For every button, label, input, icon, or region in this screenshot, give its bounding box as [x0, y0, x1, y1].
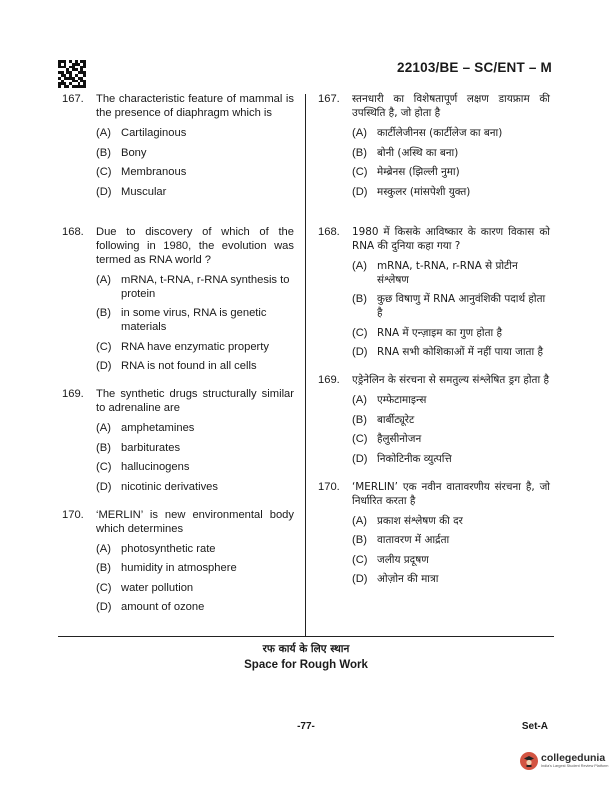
option-c — [352, 432, 550, 446]
option-text: mRNA, t-RNA, r-RNA से प्रोटीन संश्लेषण — [377, 259, 518, 286]
option-text: humidity in atmosphere — [121, 562, 237, 574]
option-c — [96, 340, 294, 354]
option-c — [352, 326, 550, 340]
option-text: ओज़ोन की मात्रा — [377, 573, 439, 585]
option-label: (D) — [96, 185, 112, 198]
option-b — [96, 306, 294, 334]
question-text: 1980 में किसके आविष्कार के कारण विकास को RNA की दुनिया कहा गया ? — [352, 225, 550, 252]
option-label: (C) — [352, 166, 368, 178]
option-label: (A) — [96, 422, 111, 434]
watermark-tagline: India's Largest Student Review Platform — [541, 764, 609, 768]
option-text: barbiturates — [121, 441, 181, 454]
option-label: (D) — [352, 185, 368, 198]
option-text: RNA सभी कोशिकाओं में नहीं पाया जाता है — [377, 346, 543, 358]
question-number: 168. — [318, 225, 340, 238]
option-c — [96, 581, 294, 595]
option-a — [352, 126, 550, 140]
question-167 — [318, 92, 550, 199]
question-number: 170. — [318, 480, 340, 493]
option-label: (C) — [352, 553, 368, 566]
option-text: Bony — [121, 146, 147, 159]
option-text: मस्कुलर (मांसपेशी युक्त) — [377, 185, 471, 198]
option-b — [96, 146, 294, 160]
option-text: Membranous — [121, 166, 187, 178]
option-c — [352, 165, 550, 179]
rough-work-heading-hindi: रफ कार्य के लिए स्थान — [262, 643, 350, 655]
option-text: एम्फेटामाइन्स — [377, 394, 427, 406]
option-text: amphetamines — [121, 422, 195, 434]
rough-work-divider — [58, 636, 554, 637]
option-text: बोनी (अस्थि का बना) — [377, 146, 459, 159]
english-column — [62, 92, 294, 620]
option-b — [352, 413, 550, 427]
option-label: (C) — [96, 340, 112, 353]
option-c — [96, 460, 294, 474]
question-text: The characteristic feature of mammal is the presence of diaphragm which is — [96, 93, 294, 119]
question-text: एड्रेनेलिन के संरचना से समतुल्य संश्लेषित ड्रग होता है — [352, 374, 549, 386]
option-d — [352, 185, 550, 199]
hindi-column — [318, 92, 550, 592]
question-169 — [318, 373, 550, 466]
option-d — [96, 359, 294, 373]
option-label: (A) — [96, 542, 111, 555]
option-label: (C) — [352, 433, 368, 445]
option-label: (A) — [352, 259, 367, 272]
question-170 — [318, 480, 550, 587]
option-label: (A) — [352, 394, 367, 406]
question-text: ‘MERLIN’ एक नवीन वातावरणीय संरचना है, जो निर्धारित करता है — [352, 480, 550, 507]
option-d — [96, 185, 294, 199]
question-number: 167. — [62, 93, 84, 105]
option-label: (B) — [352, 146, 367, 159]
option-text: वातावरण में आर्द्रता — [377, 534, 450, 546]
question-number: 168. — [62, 225, 84, 238]
page-number: -77- — [297, 721, 315, 732]
option-label: (A) — [96, 273, 111, 286]
option-text: hallucinogens — [121, 461, 190, 473]
option-label: (B) — [352, 293, 367, 305]
option-text: water pollution — [121, 581, 194, 594]
option-label: (C) — [96, 461, 112, 473]
question-text: Due to discovery of which of the following in 1980, the evolution was termed as RNA world ? — [96, 225, 294, 266]
question-168 — [62, 225, 294, 374]
option-label: (B) — [96, 562, 111, 574]
option-text: amount of ozone — [121, 601, 205, 613]
qr-code — [58, 60, 86, 88]
option-text: RNA is not found in all cells — [121, 360, 257, 372]
option-text: हैलुसीनोजन — [377, 433, 422, 445]
option-a — [352, 393, 550, 407]
option-text: nicotinic derivatives — [121, 480, 219, 493]
option-label: (A) — [352, 127, 367, 139]
option-text: in some virus, RNA is genetic materials — [121, 307, 267, 333]
option-b — [96, 441, 294, 455]
option-a — [96, 273, 294, 301]
option-text: RNA have enzymatic property — [121, 340, 269, 353]
option-label: (C) — [96, 166, 112, 178]
option-label: (D) — [96, 480, 112, 493]
option-a — [352, 514, 550, 528]
question-167 — [62, 92, 294, 199]
option-d — [352, 572, 550, 586]
option-label: (A) — [352, 514, 367, 527]
watermark-logo — [520, 752, 608, 770]
watermark-name: collegedunia — [541, 752, 606, 764]
option-label: (C) — [96, 581, 112, 594]
option-label: (B) — [352, 413, 367, 426]
option-a — [96, 421, 294, 435]
option-text: Muscular — [121, 185, 167, 198]
option-label: (A) — [96, 127, 111, 139]
option-label: (B) — [96, 307, 111, 319]
option-label: (B) — [352, 534, 367, 546]
set-label: Set-A — [521, 721, 548, 732]
question-168 — [318, 225, 550, 360]
option-d — [352, 345, 550, 359]
option-b — [352, 533, 550, 547]
option-label: (D) — [352, 346, 368, 358]
option-c — [96, 165, 294, 179]
option-d — [96, 600, 294, 614]
option-d — [352, 452, 550, 466]
option-text: कुछ विषाणु में RNA आनुवंशिकी पदार्थ होता है — [377, 293, 546, 319]
option-text: जलीय प्रदूषण — [377, 553, 429, 566]
question-number: 170. — [62, 508, 84, 521]
option-label: (C) — [352, 326, 368, 339]
option-label: (B) — [96, 441, 111, 454]
question-170 — [62, 508, 294, 615]
option-b — [352, 292, 550, 320]
question-number: 167. — [318, 93, 340, 105]
option-label: (D) — [96, 360, 112, 372]
option-b — [352, 146, 550, 160]
option-b — [96, 561, 294, 575]
option-label: (B) — [96, 146, 111, 159]
option-a — [96, 126, 294, 140]
option-d — [96, 480, 294, 494]
question-169 — [62, 387, 294, 494]
option-a — [352, 259, 550, 287]
rough-work-heading: Space for Rough Work — [244, 659, 368, 671]
option-label: (D) — [96, 601, 112, 613]
option-text: Cartilaginous — [121, 127, 187, 139]
question-number: 169. — [62, 388, 84, 400]
option-text: मेम्ब्रेनस (झिल्ली नुमा) — [377, 166, 460, 178]
option-text: कार्टीलेजीनस (कार्टीलेज का बना) — [377, 127, 503, 139]
graduate-avatar-icon — [520, 752, 538, 770]
option-text: mRNA, t-RNA, r-RNA synthesis to protein — [121, 273, 290, 300]
option-label: (D) — [352, 452, 368, 465]
option-label: (D) — [352, 573, 368, 585]
option-a — [96, 542, 294, 556]
option-text: बार्बीट्यूरेट — [377, 413, 415, 426]
option-text: निकोटिनीक व्युत्पत्ति — [377, 452, 452, 465]
option-c — [352, 553, 550, 567]
question-number: 169. — [318, 374, 340, 386]
question-text: ‘MERLIN’ is new environmental body which determines — [96, 508, 294, 535]
paper-code: 22103/BE – SC/ENT – M — [396, 60, 552, 75]
question-text: स्तनधारी का विशेषतापूर्ण लक्षण डायफ्राम की उपस्थिति है, जो होता है — [352, 93, 550, 119]
option-text: प्रकाश संश्लेषण की दर — [377, 514, 463, 527]
question-text: The synthetic drugs structurally similar to adrenaline are — [96, 388, 294, 414]
option-text: RNA में एन्ज़ाइम का गुण होता है — [377, 326, 503, 339]
column-divider — [305, 94, 306, 636]
option-text: photosynthetic rate — [121, 542, 216, 555]
